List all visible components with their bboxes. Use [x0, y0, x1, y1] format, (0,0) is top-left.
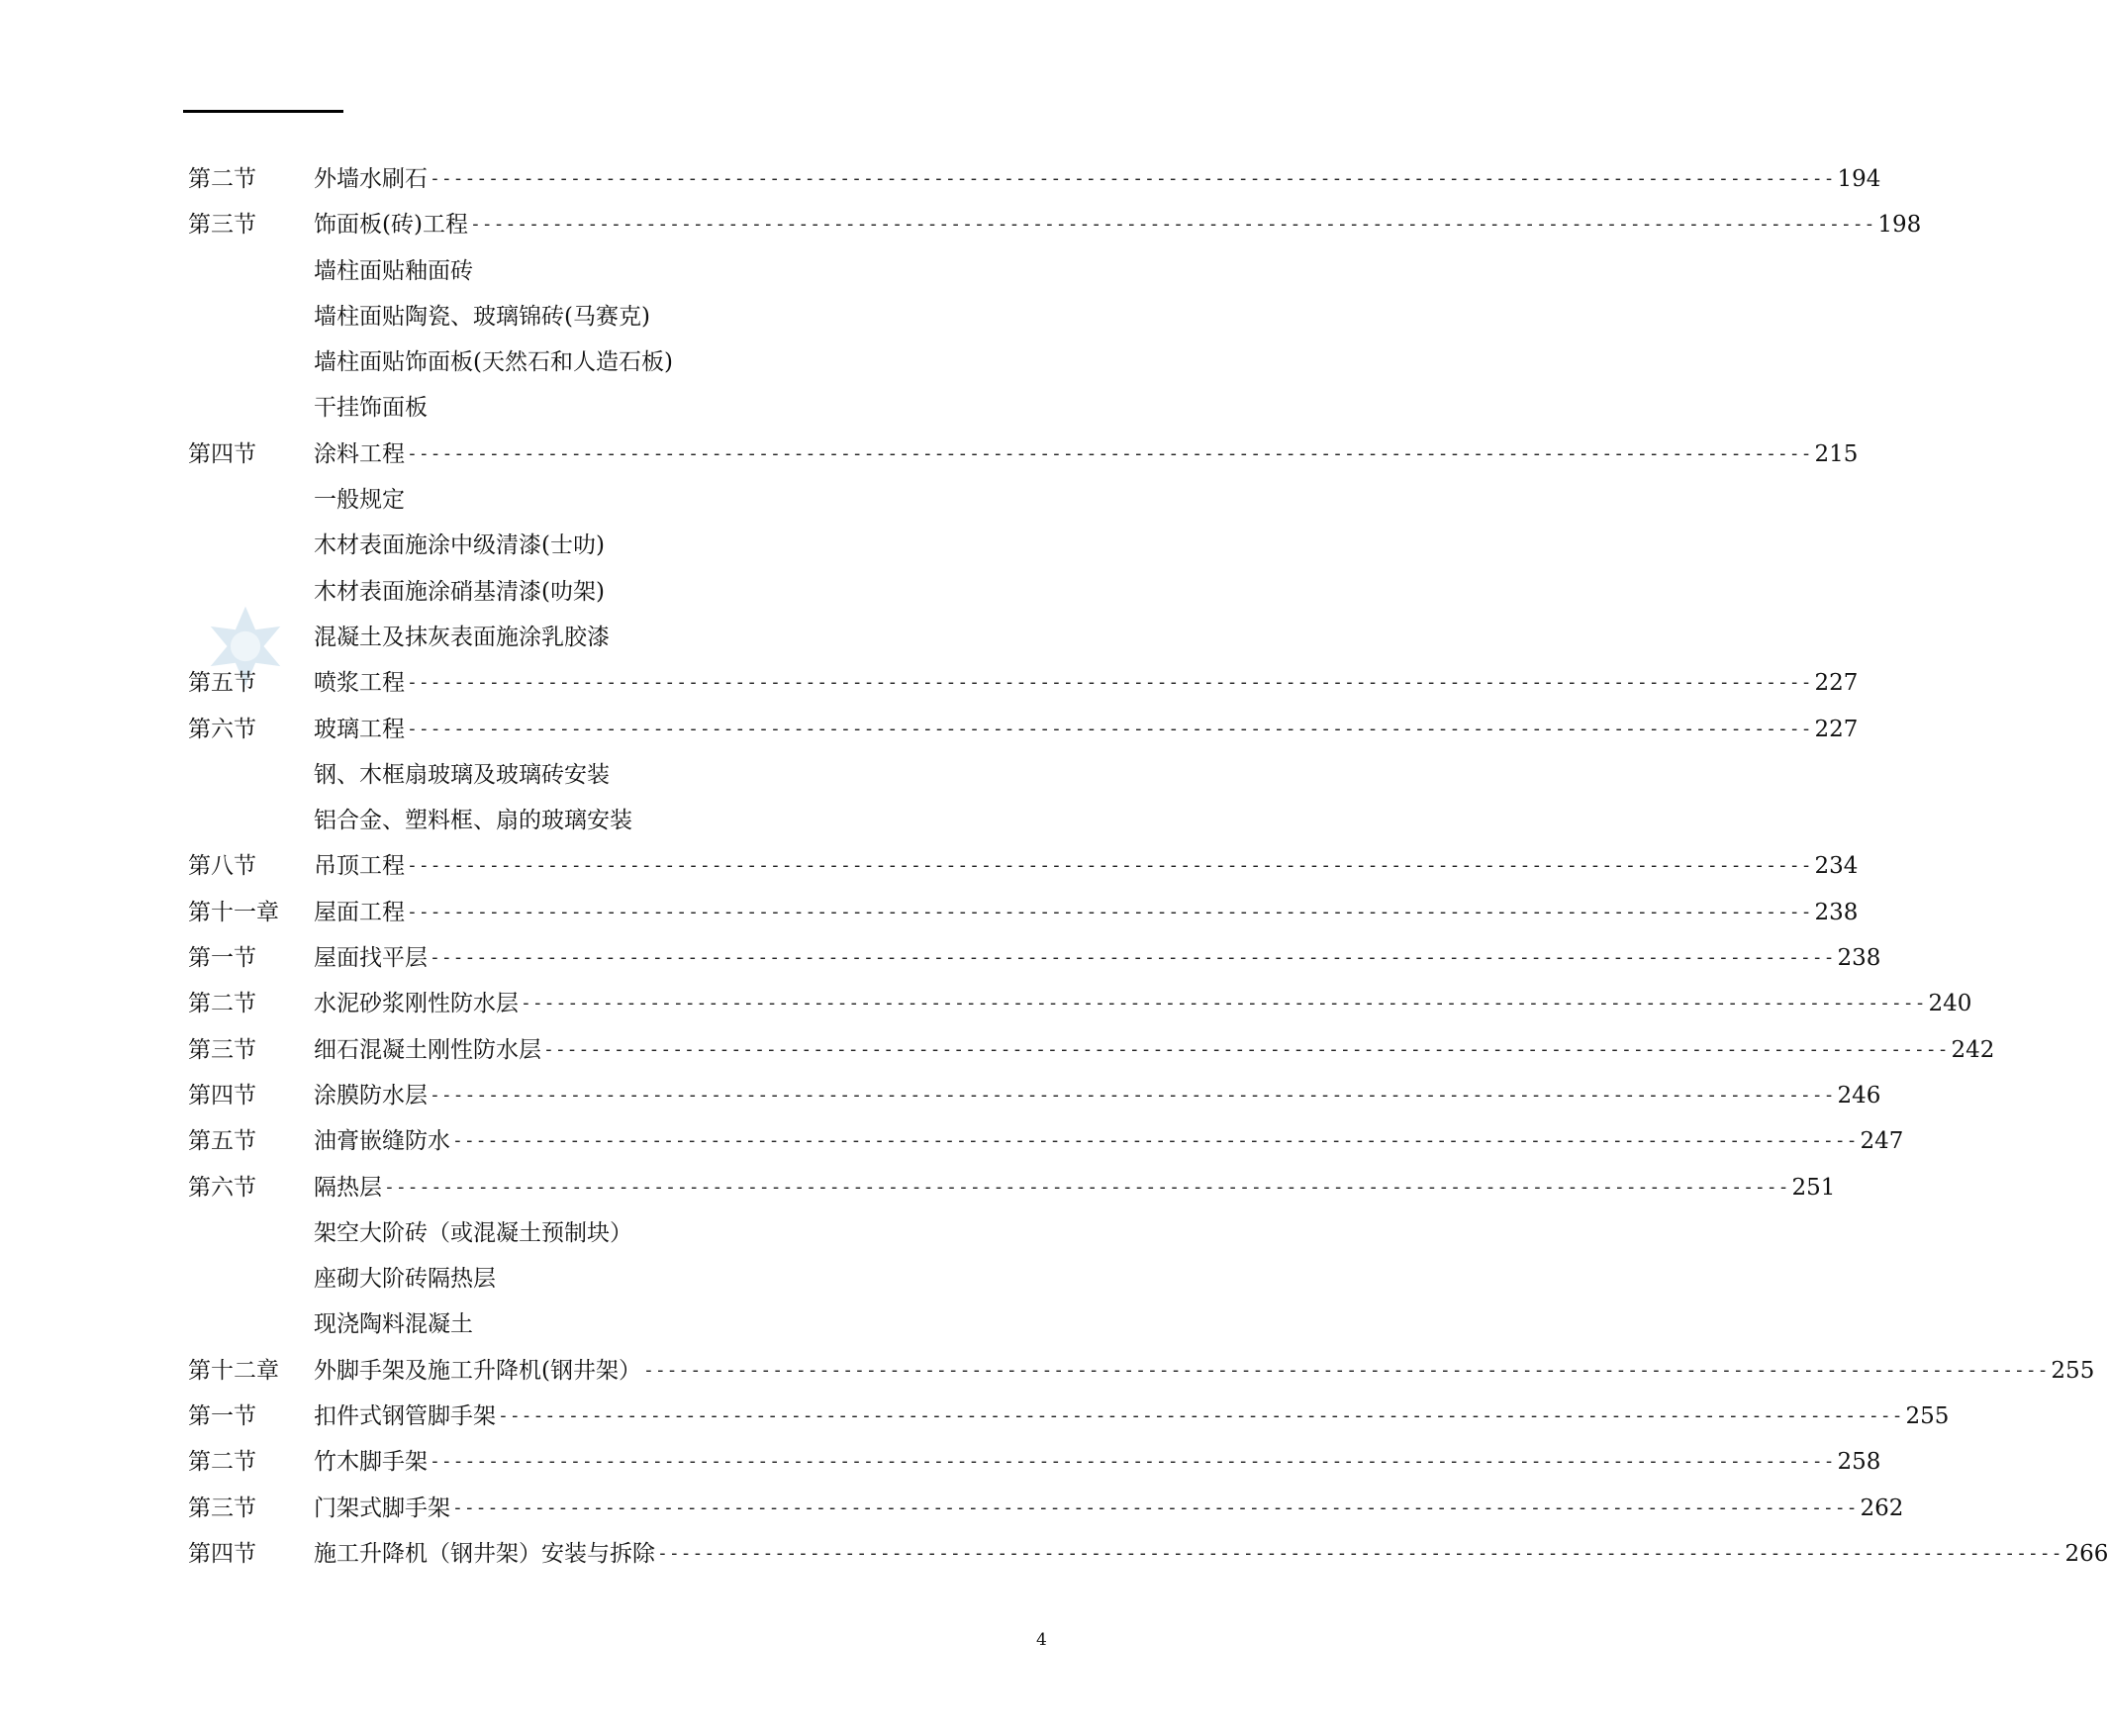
toc-section-label: 第四节: [188, 1540, 256, 1567]
toc-entry-title: 架空大阶砖（或混凝土预制块）: [314, 1219, 632, 1246]
toc-page-number: 251: [1791, 1174, 1836, 1201]
toc-page-number: 215: [1814, 440, 1859, 467]
toc-entry-title: 细石混凝土刚性防水层: [314, 1036, 541, 1063]
toc-entry: [188, 981, 1972, 1026]
toc-entry-title: 玻璃工程: [314, 716, 405, 742]
table-of-contents: [188, 156, 2108, 1577]
toc-entry: [188, 1256, 1059, 1302]
toc-section-label: 第八节: [188, 853, 256, 880]
toc-entry-title: 座砌大阶砖隔热层: [314, 1266, 496, 1293]
toc-entry: [188, 935, 1881, 981]
toc-entry-title: 水泥砂浆刚性防水层: [314, 991, 519, 1017]
toc-section-label: 第四节: [188, 440, 256, 467]
toc-entry-title: 外墙水刷石: [314, 166, 428, 192]
toc-entry-title: 油膏嵌缝防水: [314, 1128, 450, 1155]
toc-entry: [188, 890, 1859, 935]
toc-entry: [188, 798, 1059, 843]
toc-entry-title: 屋面找平层: [314, 945, 428, 972]
toc-leader-dashes: ------------------------------------------------------------------------------------------------------------------------: [430, 1451, 1836, 1473]
toc-entry: [188, 1439, 1881, 1485]
toc-entry: [188, 202, 1922, 247]
toc-page-number: 238: [1814, 899, 1859, 925]
toc-leader-dashes: ------------------------------------------------------------------------------------------------------------------------: [384, 1176, 1790, 1198]
toc-page-number: 198: [1877, 212, 1922, 239]
toc-leader-dashes: ------------------------------------------------------------------------------------------------------------------------: [452, 1130, 1859, 1152]
toc-leader-dashes: ------------------------------------------------------------------------------------------------------------------------: [543, 1038, 1950, 1060]
toc-section-label: 第五节: [188, 1128, 256, 1155]
header-rule: [183, 110, 343, 113]
toc-entry: [188, 1027, 1995, 1073]
toc-page-number: 255: [2051, 1357, 2095, 1384]
toc-entry-title: 涂料工程: [314, 440, 405, 467]
toc-page-number: 227: [1814, 670, 1859, 697]
toc-leader-dashes: ------------------------------------------------------------------------------------------------------------------------: [430, 947, 1836, 969]
toc-entry-title: 门架式脚手架: [314, 1495, 450, 1521]
toc-entry: [188, 477, 1059, 523]
toc-section-label: 第四节: [188, 1082, 256, 1109]
toc-leader-dashes: ------------------------------------------------------------------------------------------------------------------------: [407, 718, 1813, 739]
toc-leader-dashes: ------------------------------------------------------------------------------------------------------------------------: [657, 1542, 2063, 1564]
toc-entry-title: 现浇陶料混凝土: [314, 1311, 473, 1338]
toc-entry: [188, 1531, 2108, 1577]
toc-leader-dashes: ------------------------------------------------------------------------------------------------------------------------: [407, 855, 1813, 877]
toc-entry: [188, 339, 1059, 385]
toc-entry: [188, 1210, 1059, 1256]
toc-entry-title: 隔热层: [314, 1174, 382, 1201]
toc-section-label: 第三节: [188, 212, 256, 239]
toc-section-label: 第一节: [188, 945, 256, 972]
toc-entry: [188, 1302, 1059, 1347]
toc-leader-dashes: ------------------------------------------------------------------------------------------------------------------------: [452, 1496, 1859, 1518]
toc-page-number: 247: [1860, 1128, 1904, 1155]
toc-section-label: 第三节: [188, 1495, 256, 1521]
toc-section-label: 第六节: [188, 1174, 256, 1201]
toc-page-number: 242: [1951, 1036, 1995, 1063]
toc-page-number: 227: [1814, 716, 1859, 742]
toc-leader-dashes: ------------------------------------------------------------------------------------------------------------------------: [469, 214, 1876, 236]
toc-section-label: 第六节: [188, 716, 256, 742]
toc-section-label: 第一节: [188, 1403, 256, 1430]
toc-page-number: 246: [1837, 1082, 1881, 1109]
toc-section-label: 第二节: [188, 166, 256, 192]
toc-entry-title: 吊顶工程: [314, 853, 405, 880]
toc-leader-dashes: ------------------------------------------------------------------------------------------------------------------------: [407, 442, 1813, 464]
toc-entry: [188, 660, 1859, 706]
toc-entry: [188, 569, 1059, 615]
toc-entry: [188, 432, 1859, 477]
toc-entry: [188, 752, 1059, 798]
toc-entry: [188, 385, 1059, 431]
toc-entry-title: 铝合金、塑料框、扇的玻璃安装: [314, 808, 632, 834]
toc-page-number: 194: [1837, 166, 1881, 192]
toc-entry-title: 外脚手架及施工升降机(钢井架）: [314, 1357, 641, 1384]
toc-entry: [188, 248, 1059, 294]
toc-entry-title: 木材表面施涂中级清漆(士叻): [314, 532, 605, 559]
toc-page-number: 262: [1860, 1495, 1904, 1521]
toc-page-number: 234: [1814, 853, 1859, 880]
toc-entry: [188, 843, 1859, 889]
toc-section-label: 第三节: [188, 1036, 256, 1063]
toc-entry: [188, 707, 1859, 752]
toc-page-number: 240: [1928, 991, 1972, 1017]
toc-entry: [188, 1394, 1950, 1439]
toc-entry: [188, 156, 1881, 202]
page-number: 4: [1036, 1630, 1047, 1650]
toc-entry-title: 墙柱面贴釉面砖: [314, 257, 473, 284]
toc-leader-dashes: ------------------------------------------------------------------------------------------------------------------------: [521, 993, 1927, 1014]
toc-entry-title: 干挂饰面板: [314, 395, 428, 422]
toc-section-label: 第二节: [188, 1449, 256, 1476]
toc-leader-dashes: ------------------------------------------------------------------------------------------------------------------------: [407, 672, 1813, 694]
toc-leader-dashes: ------------------------------------------------------------------------------------------------------------------------: [430, 1084, 1836, 1106]
toc-page-number: 238: [1837, 945, 1881, 972]
toc-leader-dashes: ------------------------------------------------------------------------------------------------------------------------: [642, 1359, 2050, 1381]
toc-entry: [188, 1165, 1836, 1210]
toc-entry-title: 钢、木框扇玻璃及玻璃砖安装: [314, 761, 610, 788]
toc-entry-title: 喷浆工程: [314, 670, 405, 697]
toc-entry: [188, 1073, 1881, 1118]
toc-section-label: 第五节: [188, 670, 256, 697]
toc-entry: [188, 1486, 1904, 1531]
toc-section-label: 第十一章: [188, 899, 279, 925]
toc-entry-title: 墙柱面贴饰面板(天然石和人造石板): [314, 349, 673, 376]
toc-entry-title: 墙柱面贴陶瓷、玻璃锦砖(马赛克): [314, 303, 650, 330]
toc-entry-title: 扣件式钢管脚手架: [314, 1403, 496, 1430]
toc-leader-dashes: ------------------------------------------------------------------------------------------------------------------------: [407, 901, 1813, 922]
toc-entry: [188, 615, 1059, 660]
toc-entry-title: 施工升降机（钢井架）安装与拆除: [314, 1540, 655, 1567]
toc-entry: [188, 1118, 1904, 1164]
toc-entry-title: 饰面板(砖)工程: [314, 212, 468, 239]
toc-leader-dashes: ------------------------------------------------------------------------------------------------------------------------: [430, 168, 1836, 189]
toc-page-number: 258: [1837, 1449, 1881, 1476]
toc-page-number: 255: [1905, 1403, 1950, 1430]
toc-section-label: 第二节: [188, 991, 256, 1017]
toc-entry-title: 屋面工程: [314, 899, 405, 925]
toc-entry-title: 木材表面施涂硝基清漆(叻架): [314, 578, 605, 605]
toc-section-label: 第十二章: [188, 1357, 279, 1384]
toc-entry-title: 竹木脚手架: [314, 1449, 428, 1476]
toc-entry: [188, 1348, 2095, 1394]
toc-entry-title: 混凝土及抹灰表面施涂乳胶漆: [314, 624, 610, 650]
toc-leader-dashes: ------------------------------------------------------------------------------------------------------------------------: [498, 1405, 1904, 1427]
toc-entry: [188, 523, 1059, 568]
toc-page-number: 266: [2064, 1540, 2108, 1567]
toc-entry-title: 涂膜防水层: [314, 1082, 428, 1109]
toc-entry-title: 一般规定: [314, 487, 405, 514]
toc-entry: [188, 294, 1059, 339]
